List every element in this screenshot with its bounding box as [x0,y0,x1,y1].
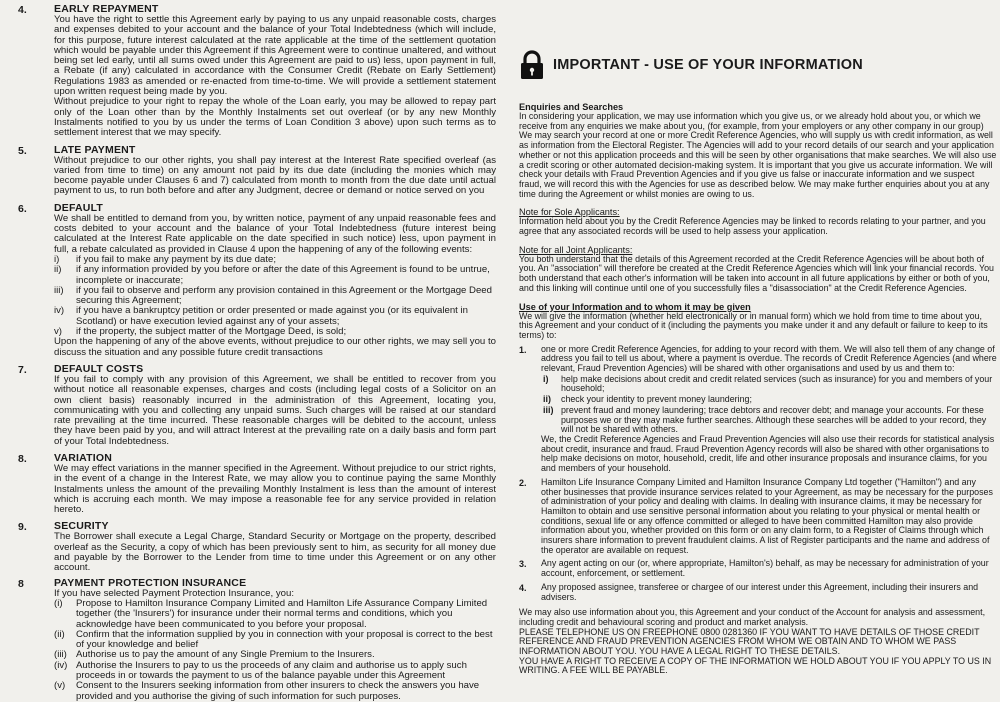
list-item: ii) check your identity to prevent money laundering; [543,394,752,405]
section-title: DEFAULT [54,201,104,214]
list-item: i) help make decisions about credit and credit related services (such as insurance) for you and members of your household; [543,373,993,394]
section-title: LATE PAYMENT [54,143,136,156]
list-item: iv) if you have a bankruptcy petition or order presented or made against you (or its equivalent in Scotland) or have execution levied against any of your assets; [54,305,468,327]
use-of-information-text: We will give the information (whether held electronically or in manual form) which we hold from time to time about you, this Agreement and your conduct of it (including the payments you make under it and any default or failure to keep to its terms) to: [519,310,988,340]
sole-applicants-heading: Note for Sole Applicants: [519,207,620,218]
enquiries-heading: Enquiries and Searches [519,102,624,112]
section-title: SECURITY [54,520,109,533]
section-title: EARLY REPAYMENT [54,3,159,15]
section-title: DEFAULT COSTS [54,362,144,375]
info-banner [519,50,997,80]
padlock-icon [519,50,545,80]
telephone-notice: PLEASE TELEPHONE US ON FREEPHONE 0800 0281360 IF YOU WANT TO HAVE DETAILS OF THOSE CREDIT REFERENCE AND FRAUD PREVENTION AGENCIES FROM WHOM WE OBTAIN AND TO WHOM WE PASS INFORMATION ABOUT YOU. YOU HAVE A LEGAL RIGHT TO THESE DETAILS. [519,626,980,657]
list-item: 4. Any proposed assignee, transferee or chargee of our interest under this Agreement, including their insurers and advisers. [519,581,979,602]
section-number: 5. [18,144,27,157]
section-paragraph: Without prejudice to our other rights, you shall pay interest at the Interest Rate specified overleaf (as varied from time to time) on any amount not paid by its due date (including the monies which may become payable under Clauses 6 and 7) calculated from month to month from the due date until actual payment to us, to run both before and after any Judgment, decree or demand or notice served on you [54,154,496,197]
list-item: 3. Any agent acting on our (or, where appropriate, Hamilton's) behalf, as may be necessary for administration of your account, enforcement, or settlement. [519,558,989,579]
section-number: 4. [18,4,27,16]
section-title: PAYMENT PROTECTION INSURANCE [54,576,247,589]
list-item: ii) if any information provided by you before or after the date of this Agreement is found to be untrue, incomplete or inaccurate; [54,264,490,286]
section-security [0,521,500,573]
section-number: 6. [18,202,27,215]
section-number: 9. [18,521,27,534]
list-item: (ii) Confirm that the information supplied by you in connection with your proposal is correct to the best of your knowledge and belief [54,628,493,651]
section-paragraph: We shall be entitled to demand from you, by written notice, payment of any unpaid reasonable fees and costs debited to your account and the balance of your Total Indebtedness (future interest being calculated at the Interest Rate applicable on the date specified in such notice) less, upon payment in full, a rebate calculated as provided in Clause 4 upon the happening of any of the following events: [54,212,496,255]
section-number: 8. [18,452,27,465]
list-item: 1. one or more Credit Reference Agencies, for adding to your record with them. We will also tell them of any change of address you fail to tell us about, where a payment is overdue. The records of Credit Reference Agencies (and where relevant, Fraud Prevention Agencies) will be shared with other organisations and used by us and them to: i) help make decisions about credit and credit related services (such as insurance) for you and members of your household; ii) check your identity to prevent money laundering; iii) prevent fraud and money laundering; trace debtors and recover debt; and manage your accounts. For these purposes we or they may make further searches. Although these searches will be added to your record, they will not be shared with others. We, the Credit Reference Agencies and Fraud Prevention Agencies will also use their records for statistical analysis about credit, insurance and fraud. Fraud Prevention Agency records will also be shared with other organisations to help make decisions on motor, household, credit, life and other insurance proposals and insurance claims, for you and members of your household. [519,343,997,474]
analysis-text: We may also use information about you, this Agreement and your conduct of the Account for analysis and assessment, including credit and behavioural scoring and product and market analysis. [519,607,986,627]
section-paragraph: The Borrower shall execute a Legal Charge, Standard Security or Mortgage on the property, described overleaf as the Security, a copy of which has been previously sent to him, as security for all money due and payable by the Borrower to the Lender from time to time under this Agreement or on any other account. [54,531,496,574]
section-paragraph: We may effect variations in the manner specified in the Agreement. Without prejudice to our strict rights, in the event of a change in the Interest Rate, we may allow you to continue paying the same Monthly Instalments unless the amount of the prevailing Monthly Instalment is less than the amount of interest which is accruing each month. We may impose a reasonable fee for any service provided in relation hereto. [54,462,496,516]
list-item: (iv) Authorise the Insurers to pay to us the proceeds of any claim and authorise us to apply such proceeds in or towards the payment to us of the balance payable under this Agreement [54,659,467,682]
list-item: (i) Propose to Hamilton Insurance Company Limited and Hamilton Life Assurance Company Limited together (the 'Insurers') for insurance under their normal terms and conditions, which you acknowledge have been communicated to you before your proposal. [54,597,488,630]
joint-applicants-heading: Note for all Joint Applicants: [519,244,633,255]
section-early-repayment [0,4,500,139]
section-late-payment [0,145,500,197]
section-number: 8 [18,577,24,590]
section-number: 7. [18,363,27,376]
section-paragraph: Upon the happening of any of the above events, without prejudice to our other rights, we may sell you to discuss the situation and any possible future credit transactions [54,336,496,358]
list-item: 2. Hamilton Life Insurance Company Limited and Hamilton Insurance Company Ltd together ("Hamilton") and any other businesses that provide insurance services related to your Agreement, as may be necessary for the purposes of administration of your policy and dealing with claims. In dealing with insurance claims, it may be necessary for Hamilton to obtain and use sensitive personal information about you relating to your physical or mental health or conditions, sexual life or any offence committed or alleged to have been committed Hamilton may also provide information about you, whether provided on this form or on any claim form, to a Register of Claims through which insurers share information to prevent fraudulent claims. A list of Register participants and the name and address of the operator are available on request. [519,476,993,555]
list-item: (v) Consent to the Insurers seeking information from other insurers to check the answers you have provided and you authorise the giving of such information for such purposes. [54,680,480,702]
list-item: v) if the property, the subject matter of the Mortgage Deed, is sold; [54,326,347,338]
right-column [505,0,997,674]
use-of-information-heading: Use of your Information and to whom it may be given [519,301,751,312]
section-paragraph: You have the right to settle this Agreement early by paying to us any unpaid reasonable costs, charges and expenses debited to your account and the balance of your Total Indebtedness (which will include, for this purpose, future interest calculated at the rate applicable at the time of the settlement quotation which would be payable under this Agreement if this Agreement were to continue unaltered, and without being set led early, until all sums owed under this Agreement are paid to us) less, upon payment in full, a Rebate (if any) calculated in accordance with the Consumer Credit (Rebate on Early Settlement) Regulations 1983 as amended or re-enacted from time-to-time. We will provide a settlement statement upon written request being made by you. [54,14,496,98]
list-item: iii) prevent fraud and money laundering; trace debtors and recover debt; and manage your accounts. For these purposes we or they may make further searches. Although these searches will be added to your record, they will not be shared with others. [543,404,987,435]
banner-title: IMPORTANT - USE OF YOUR INFORMATION [553,57,863,73]
copy-right-notice: YOU HAVE A RIGHT TO RECEIVE A COPY OF THE INFORMATION WE HOLD ABOUT YOU IF YOU APPLY TO US IN WRITING. A FEE WILL BE PAYABLE. [519,655,992,676]
section-paragraph: Without prejudice to your right to repay the whole of the Loan early, you may be allowed to repay part only of the Loan other than by the Monthly Instalments set out overleaf (or by any new Monthly Instalments notified to you by us under the terms of Loan Condition 3 above) upon such terms as to settlement interest that we may specify. [54,96,496,139]
joint-applicants-text: You both understand that the details of this Agreement recorded at the Credit Reference Agencies will be about both of you. An "association" will therefore be created at the Credit Reference Agencies which will link your financial records. You both understand that each other's information will be taken into account in all future applications by either or both of you, and this linking will continue until one of you successfully files a "disassociation" at the Credit Reference Agencies. [519,253,994,293]
section-paragraph: If you have selected Payment Protection Insurance, you: [54,587,294,599]
list-item: (iii) Authorise us to pay the amount of any Single Premium to the Insurers. [54,649,375,661]
section-default [0,203,500,358]
section-variation [0,453,500,515]
list-item: i) if you fail to make any payment by its due date; [54,253,276,265]
section-default-costs [0,364,500,447]
enquiries-text: In considering your application, we may use information which you give us, or we already hold about you, or which we receive from any enquiries we make about you, (for example, from your employers or any other company in our group) We may search your record at one or more Credit Reference Agencies, who will supply us with credit information, as well as information from the Electoral Register. The Agencies will add to your record details of our search and your application whether or not this application proceeds and this will be seen by other organisations that make searches. We will also use a credit scoring or other automated decision-making system. It is important that you give us accurate information. We will check your details with Fraud Prevention Agencies and if you give us false or inaccurate information and we suspect fraud, we will record this with the Agencies for use as described below. We may make further enquiries about you at any time during the Agreement or whilst monies are owing to us. [519,111,997,199]
section-paragraph: If you fail to comply with any provision of this Agreement, we shall be entitled to recover from you without notice all reasonable expenses, charges and costs (including legal costs of a Solicitor on an own client basis) reasonably incurred in the administration of this Agreement, locating you, communicating with you and collecting any unpaid sums. Such charges will be raised at our standard rate prevailing at the time incurred. These reasonable charges will be debited to the account, unless they have been paid by you, and will attract Interest at the prevailing rate on a daily basis and form part of your Total Indebtedness. [54,373,496,447]
section-payment-protection [0,578,500,702]
list-item: iii) if you fail to observe and perform any provision contained in this Agreement or the Mortgage Deed securing this Agreement; [54,284,492,307]
section-title: VARIATION [54,451,112,464]
sole-applicants-text: Information held about you by the Credit Reference Agencies may be linked to records relating to your partner, and you agree that any associated records will be used to help assess your application. [519,216,986,237]
